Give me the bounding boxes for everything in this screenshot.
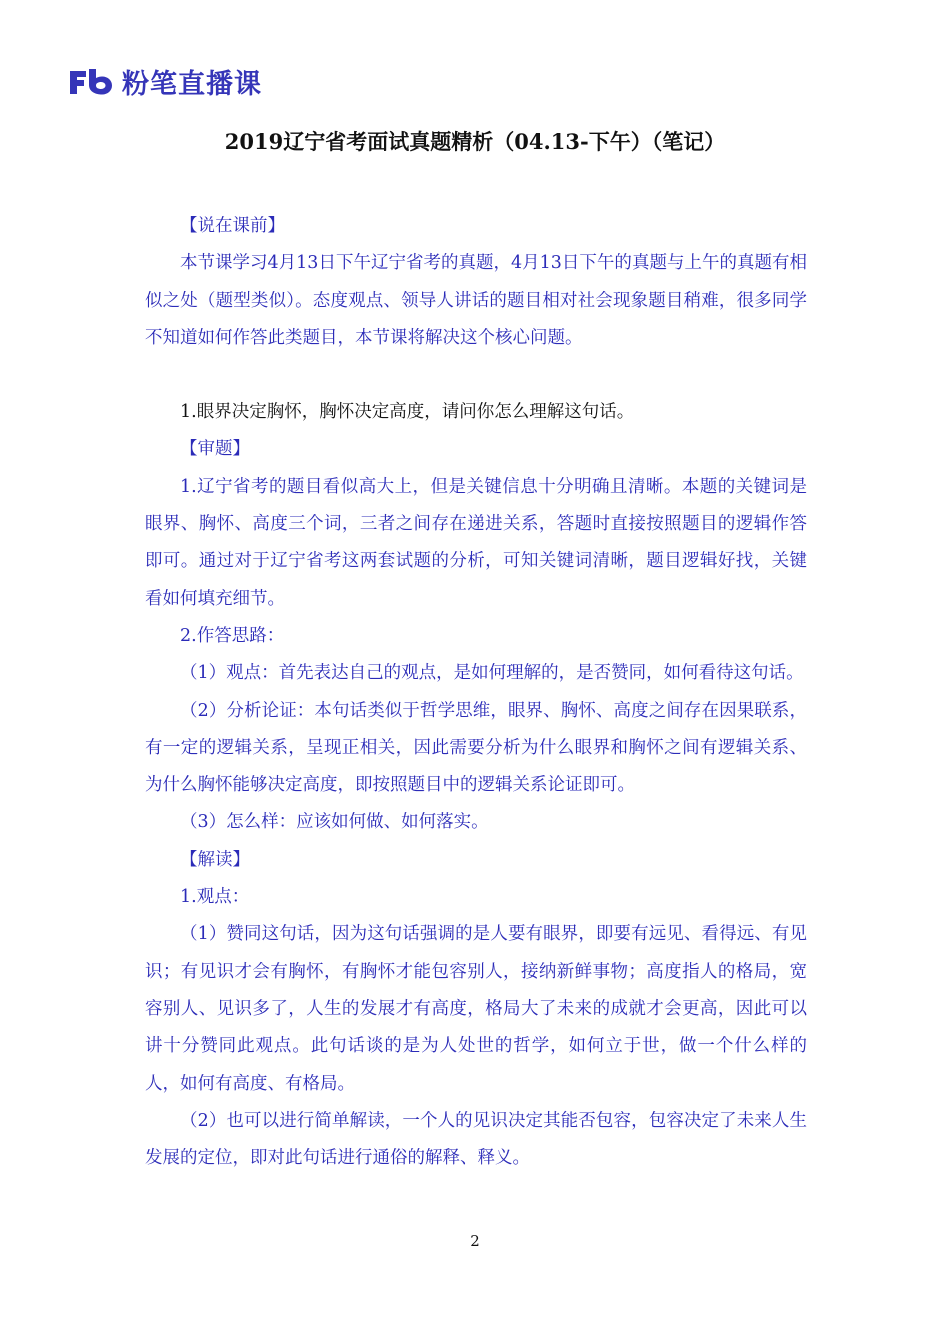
paragraph-review-1: 1.辽宁省考的题目看似高大上，但是关键信息十分明确且清晰。本题的关键词是眼界、胸怀、高度三个词，三者之间存在递进关系，答题时直接按照题目的逻辑作答即可。通过对于辽宁省考这两套试题的分析，可知关键词清晰，题目逻辑好找，关键看如何填充细节。 [145, 476, 807, 609]
document-title: 2019辽宁省考面试真题精析（04.13-下午）（笔记） [224, 129, 726, 154]
paragraph-interpretation-2: （1）赞同这句话，因为这句话强调的是人要有眼界，即要有远见、看得远、有见识；有见识才会有胸怀，有胸怀才能包容别人，接纳新鲜事物；高度指人的格局，宽容别人、见识多了，人生的发展才有高度，格局大了未来的成就才会更高，因此可以讲十分赞同此观点。此句话谈的是为人处世的哲学，如何立于世，做一个什么样的人，如何有高度、有格局。 [145, 924, 807, 1094]
page-number: 2 [470, 1232, 480, 1250]
paragraph-interpretation-1: 1.观点： [180, 887, 250, 908]
section-heading-intro: 【说在课前】 [180, 216, 285, 236]
brand-logo [68, 62, 262, 101]
question-text: 1.眼界决定胸怀，胸怀决定高度，请问你怎么理解这句话。 [180, 402, 635, 423]
fb-logo-icon [68, 67, 114, 97]
paragraph-approach-3: （3）怎么样：应该如何做、如何落实。 [180, 812, 489, 833]
paragraph-interpretation-3: （2）也可以进行简单解读，一个人的见识决定其能否包容，包容决定了未来人生发展的定位，即对此句话进行通俗的解释、释义。 [145, 1110, 807, 1169]
brand-name: 粉笔直播课 [122, 69, 262, 100]
paragraph-review-2: 2.作答思路： [180, 625, 285, 646]
section-heading-interpretation: 【解读】 [180, 849, 250, 870]
paragraph-approach-1: （1）观点：首先表达自己的观点，是如何理解的，是否赞同，如何看待这句话。 [180, 663, 804, 684]
document-body [145, 208, 807, 1177]
paragraph-approach-2: （2）分析论证：本句话类似于哲学思维，眼界、胸怀、高度之间存在因果联系，有一定的逻辑关系，呈现正相关，因此需要分析为什么眼界和胸怀之间有逻辑关系、为什么胸怀能够决定高度，即按照题目中的逻辑关系论证即可。 [145, 700, 807, 796]
section-heading-review: 【审题】 [180, 439, 250, 460]
paragraph-intro: 本节课学习4月13日下午辽宁省考的真题，4月13日下午的真题与上午的真题有相似之处（题型类似）。态度观点、领导人讲话的题目相对社会现象题目稍难，很多同学不知道如何作答此类题目，本节课将解决这个核心问题。 [145, 253, 807, 348]
spacer [145, 357, 807, 394]
